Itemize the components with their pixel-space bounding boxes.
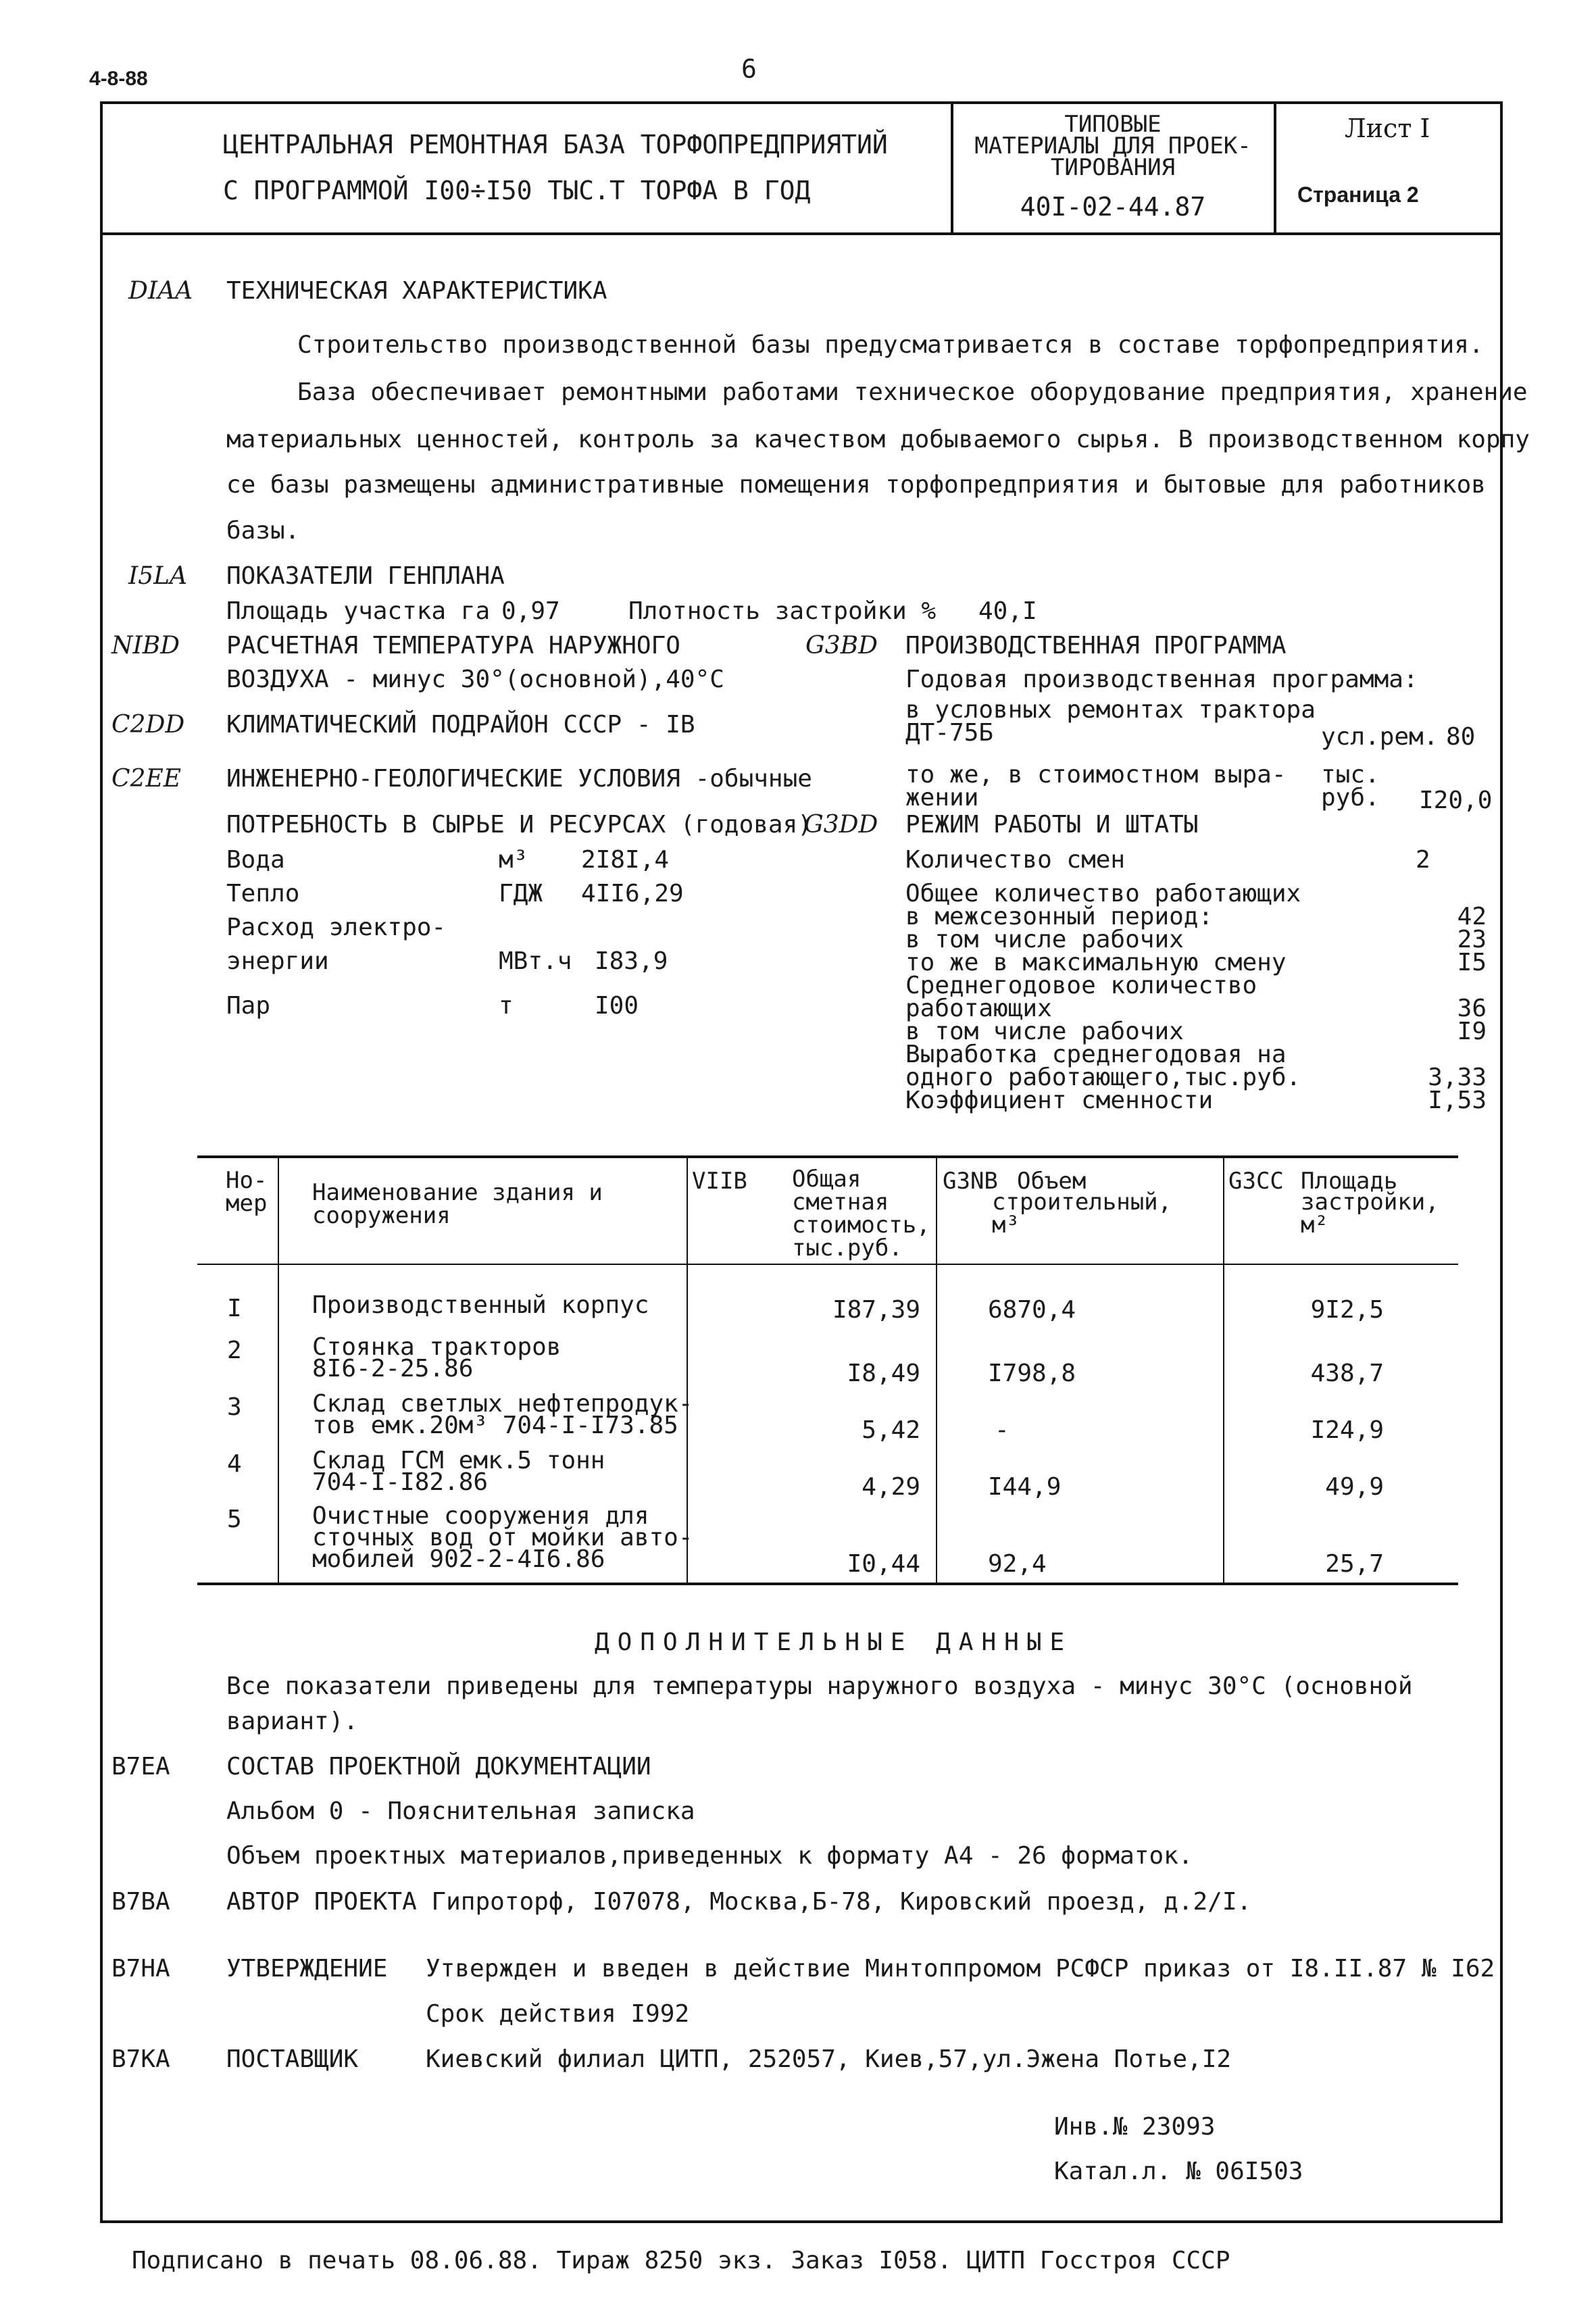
section-code-b7ka: B7KA <box>111 2045 170 2073</box>
table-col-line <box>687 1155 688 1584</box>
resource-name: энергии <box>226 947 329 975</box>
staff-label: Коэффициент сменности <box>905 1087 1214 1114</box>
program-row1-label: в условных ремонтах трактора ДТ-75Б <box>905 696 1316 747</box>
table-row-name: Производственный корпус <box>312 1291 649 1319</box>
section-code-b7ba: B7BA <box>111 1888 170 1916</box>
table-top-rule <box>197 1155 1458 1158</box>
col-header-cost: Общая сметная стоимость, тыс.руб. <box>792 1166 930 1262</box>
table-row-name: 704-I-I82.86 <box>312 1468 489 1496</box>
series-name: ТИПОВЫЕ МАТЕРИАЛЫ ДЛЯ ПРОЕК- ТИРОВАНИЯ <box>974 111 1251 181</box>
table-row-cost: 5,42 <box>862 1416 920 1444</box>
table-row-volume: - <box>995 1416 1009 1444</box>
para-2-line4: базы. <box>226 517 300 545</box>
additional-line1: Все показатели приведены для температуры наружного воздуха - минус 30°С (основной <box>226 1672 1413 1700</box>
table-row-number: 5 <box>227 1505 242 1533</box>
project-title-line1: ЦЕНТРАЛЬНАЯ РЕМОНТНАЯ БАЗА ТОРФОПРЕДПРИЯТИЙ <box>223 130 888 159</box>
para-2-line2: материальных ценностей, контроль за качеством добываемого сырья. В производственном корпу <box>226 426 1530 453</box>
staff-label: в межсезонный период: <box>905 903 1214 930</box>
documentation-volume: Объем проектных материалов,приведенных к формату А4 - 26 форматок. <box>226 1842 1193 1870</box>
table-row-area: I24,9 <box>1310 1416 1384 1444</box>
section-code-b7ha: B7HA <box>111 1955 170 1983</box>
col-code-volume: G3NB <box>943 1168 998 1195</box>
para-1: Строительство производственной базы предусматривается в составе торфопредприятия. <box>297 331 1484 359</box>
col-header-name: Наименование здания и сооружения <box>312 1179 603 1229</box>
staff-label: работающих <box>905 995 1052 1022</box>
table-row-area: 438,7 <box>1310 1360 1384 1387</box>
catalog-number: Катал.л. № 06I503 <box>1054 2158 1303 2185</box>
production-program-subtitle: Годовая производственная программа: <box>905 666 1418 693</box>
resource-value: 4II6,29 <box>581 880 684 907</box>
project-title-line2: С ПРОГРАММОЙ I00÷I50 ТЫС.Т ТОРФА В ГОД <box>223 176 811 205</box>
staff-value: 36 <box>1457 995 1487 1022</box>
section-code-c2dd: C2DD <box>111 711 185 739</box>
staff-value: I5 <box>1457 949 1487 976</box>
section-code-g3bd: G3BD <box>805 632 878 659</box>
table-row-name: мобилей 902-2-4I6.86 <box>312 1545 605 1573</box>
table-row-area: 49,9 <box>1325 1473 1384 1501</box>
table-row-name: Склад светлых нефтепродук- <box>312 1390 693 1418</box>
para-2-line1: База обеспечивает ремонтными работами техническое оборудование предприятия, хранение <box>297 378 1528 406</box>
supplier-label: ПОСТАВЩИК <box>226 2045 359 2073</box>
density-value: 40,I <box>978 597 1037 625</box>
geology-conditions: ИНЖЕНЕРНО-ГЕОЛОГИЧЕСКИЕ УСЛОВИЯ -обычные <box>226 765 812 793</box>
inventory-number: Инв.№ 23093 <box>1054 2113 1216 2141</box>
staff-row <box>905 1020 1487 1043</box>
staff-label: то же в максимальную смену <box>905 949 1287 976</box>
table-row-area: 9I2,5 <box>1310 1296 1384 1324</box>
climate-subregion: КЛИМАТИЧЕСКИЙ ПОДРАЙОН СССР - IB <box>226 711 695 739</box>
table-row-volume: I44,9 <box>988 1473 1062 1501</box>
print-date: 4-8-88 <box>89 68 148 90</box>
resource-needs-title: ПОТРЕБНОСТЬ В СЫРЬЕ И РЕСУРСАХ (годовая) <box>226 811 812 839</box>
staff-list <box>905 882 1487 1112</box>
table-col-line <box>936 1155 937 1584</box>
program-row2-label: то же, в стоимостном выра- жении <box>905 761 1287 812</box>
area-label: Площадь участка га <box>226 597 491 625</box>
staff-label: Среднегодовое количество <box>905 972 1257 999</box>
staff-label: одного работающего,тыс.руб. <box>905 1064 1301 1091</box>
staff-row <box>905 928 1487 951</box>
shifts-value: 2 <box>1416 846 1430 874</box>
resource-value: I00 <box>595 992 639 1020</box>
table-row-name: тов емк.20м³ 704-I-I73.85 <box>312 1412 678 1439</box>
staff-label: Выработка среднегодовая на <box>905 1041 1287 1068</box>
shifts-label: Количество смен <box>905 846 1126 874</box>
table-row-name: сточных вод от мойки авто- <box>312 1524 693 1551</box>
col-code-area: G3CC <box>1228 1168 1284 1195</box>
resource-unit: МВт.ч <box>499 947 572 975</box>
page-label: Страница 2 <box>1297 182 1419 207</box>
section-code-c2ee: C2EE <box>111 765 182 793</box>
table-row-volume: I798,8 <box>988 1360 1076 1387</box>
table-row-cost: I8,49 <box>847 1360 920 1387</box>
approval-term: Срок действия I992 <box>426 2000 690 2028</box>
section-code-nibd: NIBD <box>111 632 180 659</box>
section-code-i5la: I5LA <box>128 562 188 590</box>
resource-name: Тепло <box>226 880 300 907</box>
work-mode-title: РЕЖИМ РАБОТЫ И ШТАТЫ <box>905 811 1199 839</box>
staff-value: I9 <box>1457 1018 1487 1045</box>
table-col-line <box>278 1155 279 1584</box>
table-col-line <box>1223 1155 1224 1584</box>
resource-unit: т <box>499 992 514 1020</box>
program-row1-value: 80 <box>1446 723 1476 751</box>
col-header-area: застройки, м² <box>1301 1189 1439 1239</box>
section-code-diaa: DIAA <box>128 277 193 305</box>
table-row-name: Очистные сооружения для <box>312 1502 649 1530</box>
additional-line2: вариант). <box>226 1708 359 1735</box>
table-row-cost: I87,39 <box>832 1296 920 1324</box>
resource-name: Пар <box>226 992 271 1020</box>
table-row-volume: 6870,4 <box>988 1296 1076 1324</box>
staff-row <box>905 1066 1487 1089</box>
density-label: Плотность застройки % <box>628 597 937 625</box>
series-code: 40I-02-44.87 <box>1020 192 1206 222</box>
para-2-line3: се базы размещены административные помещения торфопредприятия и бытовые для работников <box>226 471 1486 499</box>
col-header-volume-1: Объем <box>1017 1168 1087 1195</box>
header-divider <box>100 232 1503 235</box>
area-value: 0,97 <box>501 597 560 625</box>
staff-row <box>905 905 1487 928</box>
genplan-title: ПОКАЗАТЕЛИ ГЕНПЛАНА <box>226 562 505 590</box>
sheet-label: Лист I <box>1345 114 1430 143</box>
col-header-number: Но- мер <box>226 1167 268 1217</box>
staff-row <box>905 882 1487 905</box>
resource-name: Расход электро- <box>226 914 447 941</box>
print-footer: Подписано в печать 08.06.88. Тираж 8250 экз. Заказ I058. ЦИТП Госстроя СССР <box>132 2247 1230 2274</box>
table-row-number: 4 <box>227 1450 242 1478</box>
table-row-number: I <box>227 1295 242 1322</box>
temperature-line1: РАСЧЕТНАЯ ТЕМПЕРАТУРА НАРУЖНОГО <box>226 632 680 659</box>
col-header-area-1: Площадь <box>1301 1168 1398 1195</box>
resource-value: I83,9 <box>595 947 668 975</box>
resource-unit: м³ <box>499 846 528 874</box>
table-row-name: Стоянка тракторов <box>312 1333 562 1361</box>
table-header-rule <box>197 1264 1458 1265</box>
approval-text: Утвержден и введен в действие Минтоппромом РСФСР приказ от I8.II.87 № I62 <box>426 1955 1495 1983</box>
project-author: АВТОР ПРОЕКТА Гипроторф, I07078, Москва,Б-78, Кировский проезд, д.2/I. <box>226 1888 1252 1916</box>
staff-value: 23 <box>1457 926 1487 953</box>
page-number: 6 <box>741 54 757 84</box>
documentation-title: СОСТАВ ПРОЕКТНОЙ ДОКУМЕНТАЦИИ <box>226 1753 651 1781</box>
staff-value: 3,33 <box>1428 1064 1487 1091</box>
table-row-number: 3 <box>227 1393 242 1421</box>
staff-value: 42 <box>1457 903 1487 930</box>
additional-data-title: ДОПОЛНИТЕЛЬНЫЕ ДАННЫЕ <box>595 1628 1073 1656</box>
program-row1-unit: усл.рем. <box>1321 723 1439 751</box>
staff-value: I,53 <box>1428 1087 1487 1114</box>
documentation-album: Альбом 0 - Пояснительная записка <box>226 1797 695 1825</box>
staff-row <box>905 1089 1487 1112</box>
section-code-g3dd: G3DD <box>804 811 878 839</box>
resource-unit: ГДЖ <box>499 880 543 907</box>
table-row-number: 2 <box>227 1337 242 1364</box>
staff-row <box>905 951 1487 974</box>
staff-row <box>905 1043 1487 1066</box>
table-row-name: 8I6-2-25.86 <box>312 1355 474 1383</box>
resource-name: Вода <box>226 846 285 874</box>
table-row-name: Склад ГСМ емк.5 тонн <box>312 1447 605 1474</box>
staff-label: в том числе рабочих <box>905 926 1184 953</box>
table-row-volume: 92,4 <box>988 1550 1047 1578</box>
table-row-cost: 4,29 <box>862 1473 920 1501</box>
temperature-line2: ВОЗДУХА - минус 30°(основной),40°С <box>226 666 724 693</box>
table-row-cost: I0,44 <box>847 1550 920 1578</box>
production-program-title: ПРОИЗВОДСТВЕННАЯ ПРОГРАММА <box>905 632 1287 659</box>
section-code-b7ea: B7EA <box>111 1753 170 1781</box>
approval-label: УТВЕРЖДЕНИЕ <box>226 1955 388 1983</box>
tech-characteristics-title: ТЕХНИЧЕСКАЯ ХАРАКТЕРИСТИКА <box>226 277 607 305</box>
col-header-volume: строительный, м³ <box>992 1189 1172 1239</box>
staff-row <box>905 997 1487 1020</box>
table-bottom-rule <box>197 1583 1458 1585</box>
staff-label: Общее количество работающих <box>905 880 1301 907</box>
program-row2-value: I20,0 <box>1419 787 1493 814</box>
supplier-text: Киевский филиал ЦИТП, 252057, Киев,57,ул.Эжена Потье,I2 <box>426 2045 1232 2073</box>
program-row2-unit: тыс. руб. <box>1321 761 1380 812</box>
col-code-cost: VIIB <box>692 1168 747 1195</box>
resource-value: 2I8I,4 <box>581 846 670 874</box>
staff-row <box>905 974 1487 997</box>
staff-label: в том числе рабочих <box>905 1018 1184 1045</box>
table-row-area: 25,7 <box>1325 1550 1384 1578</box>
